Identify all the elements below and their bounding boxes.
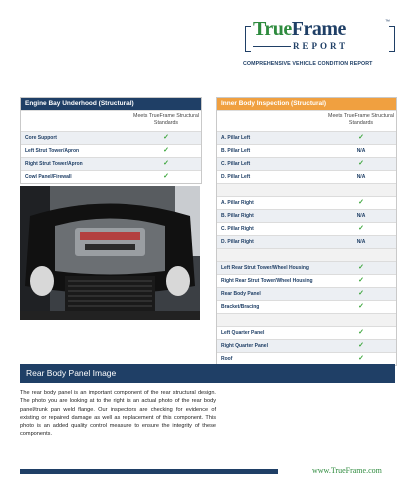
- check-icon: ✓: [358, 134, 364, 141]
- table-row: [217, 300, 396, 313]
- row-label: [217, 249, 326, 261]
- row-label: Left Strut Tower/Apron: [25, 148, 80, 154]
- engine-bay-title: Engine Bay Underhood (Structural): [21, 98, 201, 110]
- table-row: [217, 326, 396, 339]
- row-label: Left Quarter Panel: [221, 330, 265, 336]
- row-label: Cowl Panel/Firewall: [25, 174, 72, 180]
- footer-url[interactable]: www.TrueFrame.com: [312, 466, 382, 475]
- check-icon: ✓: [163, 134, 169, 141]
- row-label: [217, 184, 326, 196]
- check-icon: ✓: [163, 147, 169, 154]
- check-icon: ✓: [163, 160, 169, 167]
- check-icon: ✓: [358, 264, 364, 271]
- row-label: Right Strut Tower/Apron: [25, 161, 83, 167]
- inner-body-table: [216, 97, 397, 366]
- engine-bay-column-header: Meets TrueFrame Structural Standards: [21, 110, 201, 131]
- row-status: N/A: [356, 148, 366, 154]
- table-row: [21, 170, 201, 183]
- logo-bracket-left: [245, 26, 251, 52]
- table-row: [217, 144, 396, 157]
- row-label: C. Pillar Left: [221, 161, 251, 167]
- report-caption: COMPREHENSIVE VEHICLE CONDITION REPORT: [243, 61, 373, 67]
- row-label: Right Quarter Panel: [221, 343, 268, 349]
- table-row: [217, 209, 396, 222]
- row-label: Roof: [221, 356, 233, 362]
- table-row: [217, 170, 396, 183]
- logo-bracket-right: [389, 26, 395, 52]
- row-label: Rear Body Panel: [221, 291, 261, 297]
- row-label: C. Pillar Right: [221, 226, 254, 232]
- trueframe-logo: [245, 18, 395, 60]
- check-icon: ✓: [358, 225, 364, 232]
- row-status: [326, 184, 396, 196]
- row-label: Left Rear Strut Tower/Wheel Housing: [221, 265, 309, 271]
- logo-rule: [253, 46, 291, 47]
- check-icon: ✓: [358, 329, 364, 336]
- row-label: A. Pillar Right: [221, 200, 254, 206]
- table-row: [217, 261, 396, 274]
- check-icon: ✓: [163, 173, 169, 180]
- inner-body-title: Inner Body Inspection (Structural): [217, 98, 396, 110]
- row-status: N/A: [356, 239, 366, 245]
- check-icon: ✓: [358, 277, 364, 284]
- engine-bay-photo: [20, 186, 200, 320]
- table-row: [21, 144, 201, 157]
- row-label: Bracket/Bracing: [221, 304, 260, 310]
- row-label: D. Pillar Left: [221, 174, 251, 180]
- engine-bay-image: [20, 186, 200, 320]
- table-row: [217, 222, 396, 235]
- inner-body-column-header: Meets TrueFrame Structural Standards: [217, 110, 396, 131]
- table-row: [217, 313, 396, 326]
- row-label: B. Pillar Right: [221, 213, 254, 219]
- check-icon: ✓: [358, 160, 364, 167]
- engine-bay-table: [20, 97, 202, 184]
- section-paragraph: The rear body panel is an important component of the rear structural design. The photo you are looking at to the right is an actual photo of the rear body panel/trunk pan weld flange. Our inspectors are checking for evidence of existing or repaired damage as well as replacement of this component. This photo is an added quality control measure to ensure the integrity of these components.: [20, 390, 216, 438]
- table-row: [217, 183, 396, 196]
- row-status: [326, 249, 396, 261]
- check-icon: ✓: [358, 342, 364, 349]
- row-label: D. Pillar Right: [221, 239, 254, 245]
- check-icon: ✓: [358, 199, 364, 206]
- table-row: [217, 248, 396, 261]
- row-label: Right Rear Strut Tower/Wheel Housing: [221, 278, 313, 284]
- table-row: [217, 157, 396, 170]
- row-status: [326, 314, 396, 326]
- table-row: [217, 287, 396, 300]
- section-title: Rear Body Panel Image: [20, 364, 395, 383]
- check-icon: ✓: [358, 290, 364, 297]
- table-row: [217, 235, 396, 248]
- check-icon: ✓: [358, 303, 364, 310]
- footer-bar: [20, 469, 278, 474]
- check-icon: ✓: [358, 355, 364, 362]
- table-row: [21, 131, 201, 144]
- row-label: A. Pillar Left: [221, 135, 251, 141]
- table-row: [217, 131, 396, 144]
- table-row: [217, 339, 396, 352]
- table-row: [21, 157, 201, 170]
- table-row: [217, 274, 396, 287]
- row-status: N/A: [356, 174, 366, 180]
- row-label: B. Pillar Left: [221, 148, 251, 154]
- table-row: [217, 196, 396, 209]
- logo-trademark: ™: [385, 19, 390, 25]
- row-status: N/A: [356, 213, 366, 219]
- logo-subtitle: REPORT: [293, 41, 349, 51]
- row-label: [217, 314, 326, 326]
- logo-wordmark: TrueFrame: [253, 18, 346, 40]
- row-label: Core Support: [25, 135, 57, 141]
